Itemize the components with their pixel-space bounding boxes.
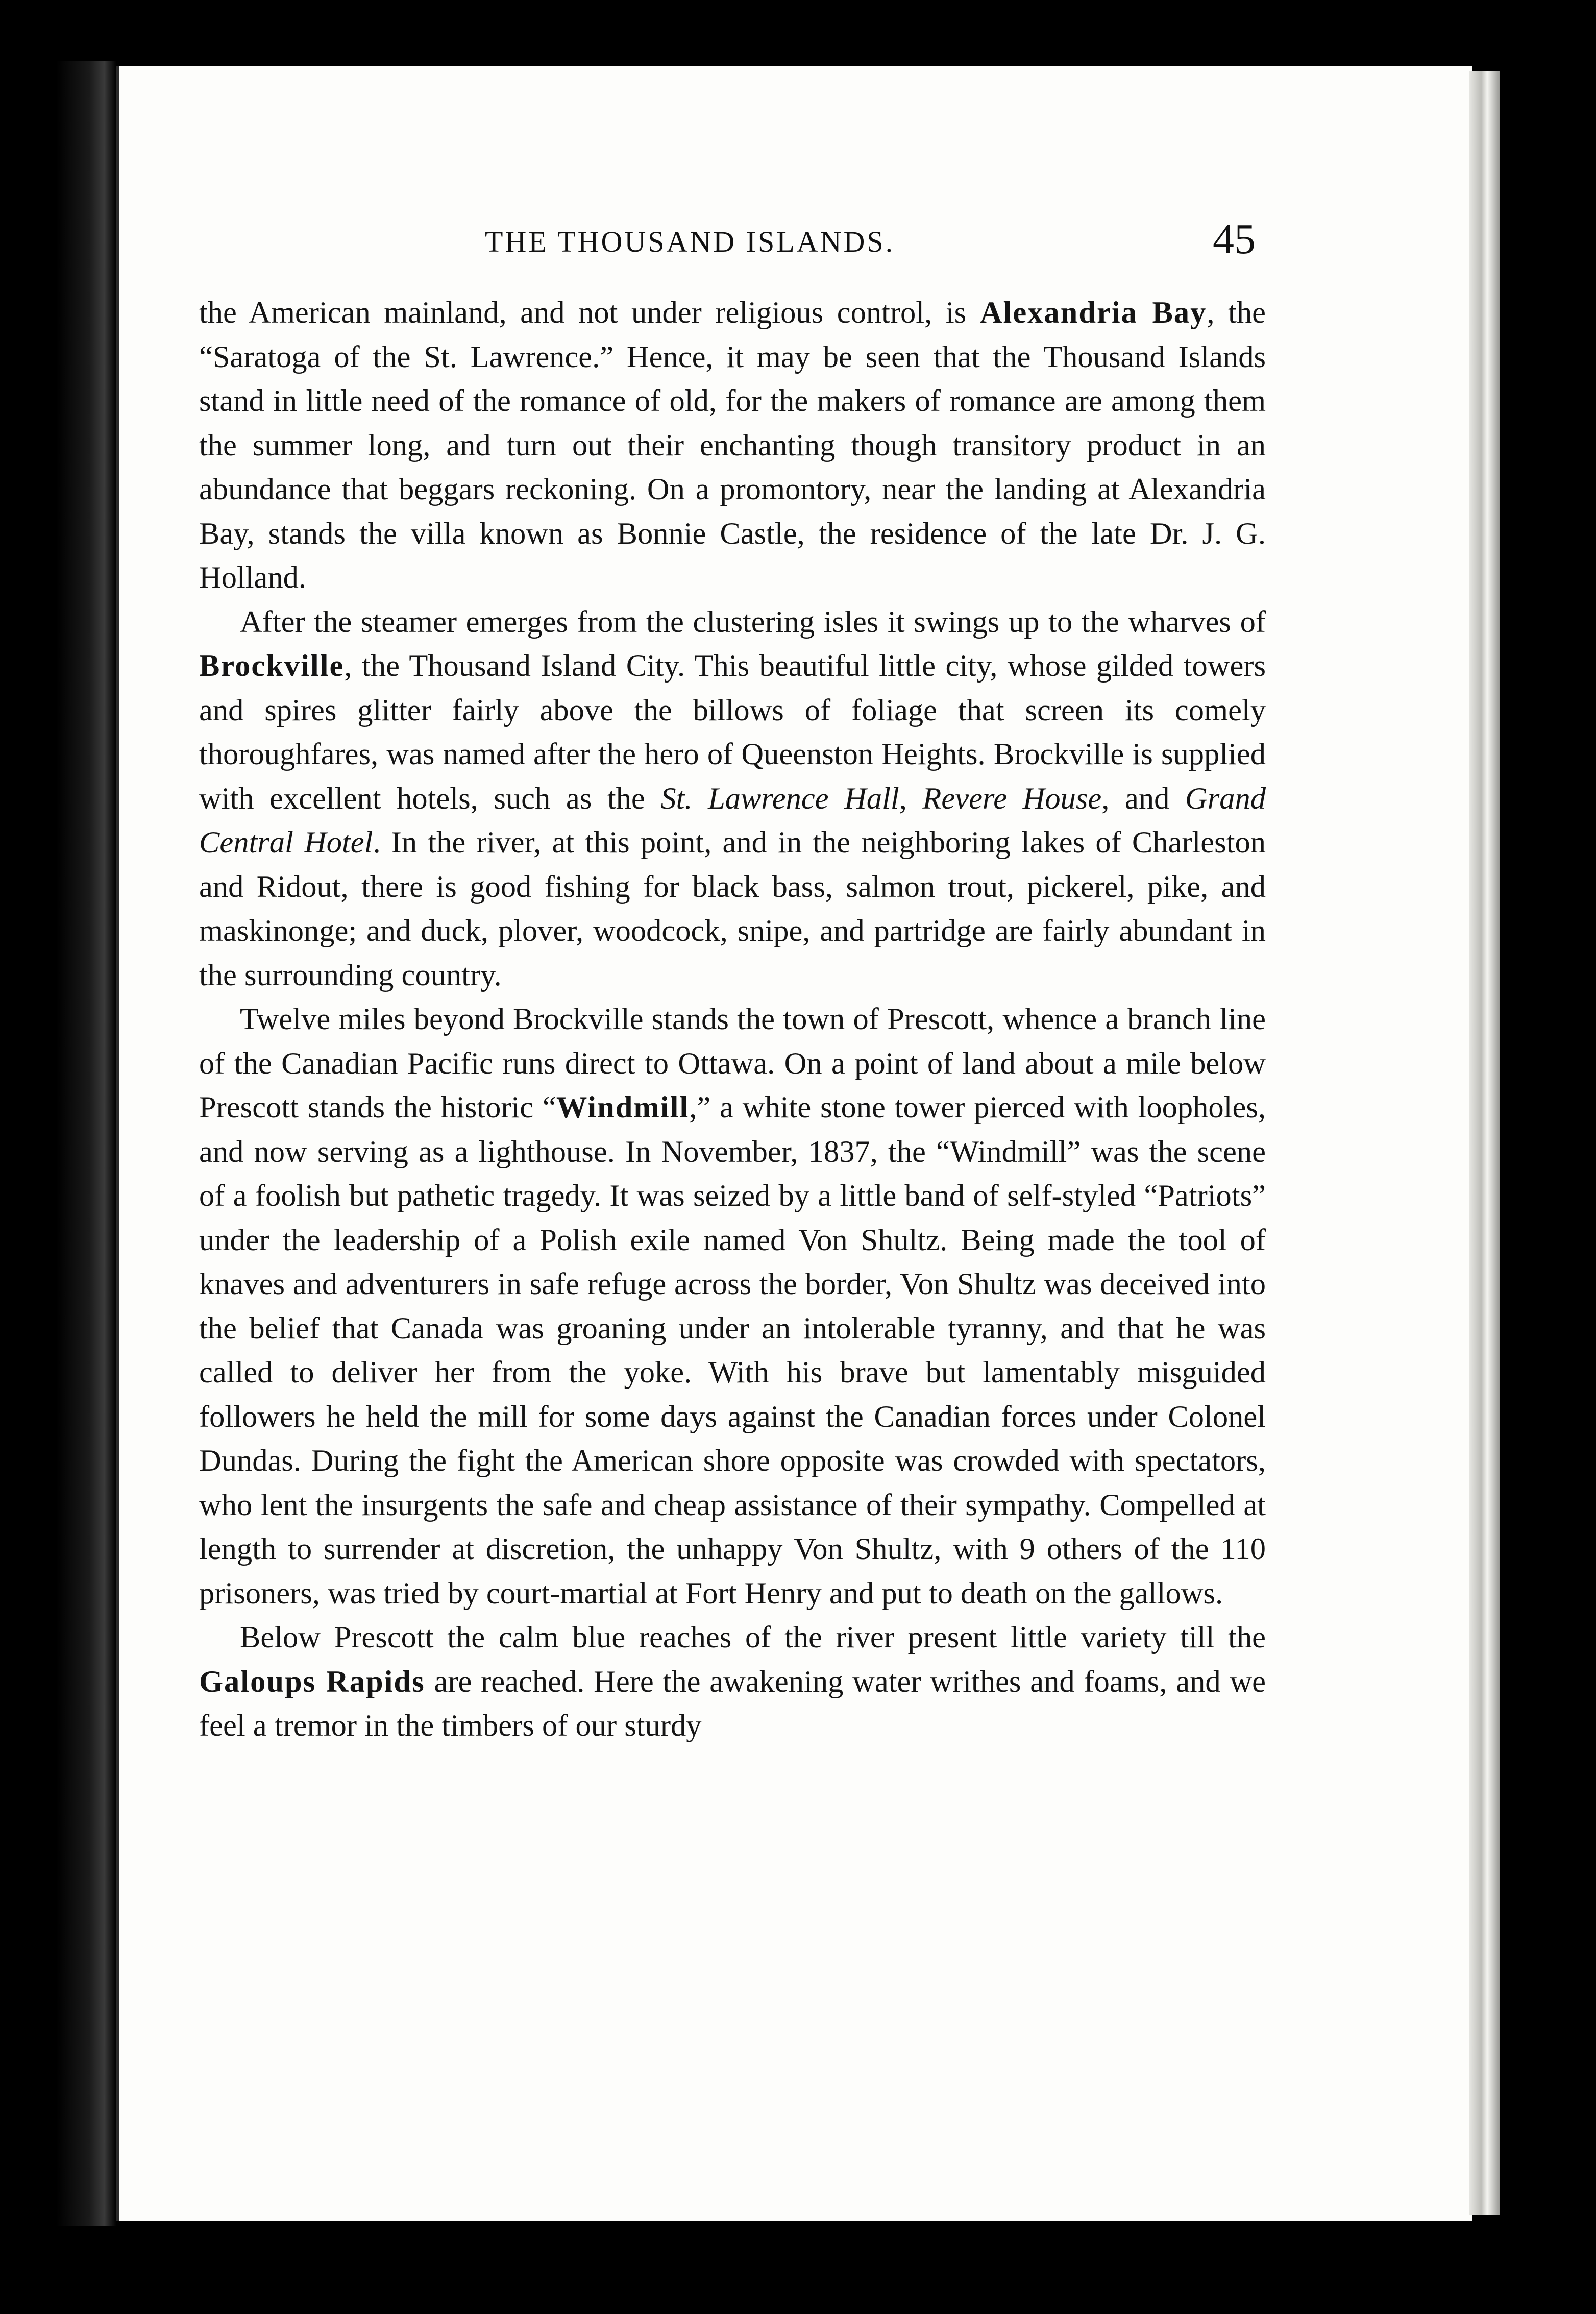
- place-name-galoups-rapids: Galoups Rapids: [199, 1664, 425, 1699]
- text-run: , and: [1101, 781, 1185, 816]
- paragraph-3: [199, 997, 1266, 1616]
- text-run: Twelve miles beyond Brockville stands the town of Prescott, whence a branch line of the Canadian Pacific runs direct to Ottawa. On a point of land about a mile below Prescott stands the historic “: [199, 1002, 1266, 1125]
- hotel-name: Grand Central Hotel: [199, 781, 1266, 860]
- text-run: . In the river, at this point, and in the neighboring lakes of Charleston and Ridout, there is good fishing for black bass, salmon trout, pickerel, pike, and maskinonge; and duck, plover, woodcock, snipe, and partridge are fairly abundant in the surrounding country.: [199, 825, 1266, 992]
- page-body: [199, 291, 1266, 1748]
- place-name-brockville: Brockville: [199, 649, 345, 683]
- paragraph-1: [199, 291, 1266, 600]
- text-run: ,: [899, 781, 923, 816]
- page-edge: [1469, 71, 1500, 2215]
- text-run: , the “Saratoga of the St. Lawrence.” Hence, it may be seen that the Thousand Islands stand in little need of the romance of old, for the makers of romance are among them the summer long, and turn out their enchanting though transitory product in an abundance that beggars reckoning. On a promontory, near the landing at Alexandria Bay, stands the villa known as Bonnie Castle, the residence of the late Dr. J. G. Holland.: [199, 296, 1266, 595]
- text-run: are reached. Here the awakening water writhes and foams, and we feel a tremor in the timbers of our sturdy: [199, 1664, 1266, 1743]
- running-title: THE THOUSAND ISLANDS.: [485, 225, 895, 258]
- text-run: After the steamer emerges from the clustering isles it swings up to the wharves of: [240, 604, 1266, 639]
- paragraph-2: [199, 600, 1266, 998]
- page-number: 45: [1213, 215, 1256, 263]
- page-header: [204, 214, 1256, 271]
- book-gutter-shadow: [56, 61, 116, 2226]
- hotel-name: St. Lawrence Hall: [660, 781, 899, 816]
- place-name-windmill: Windmill: [556, 1090, 690, 1125]
- hotel-name: Revere House: [922, 781, 1102, 816]
- text-run: , the Thousand Island City. This beautiful little city, whose gilded towers and spires glitter fairly above the billows of foliage that screen its comely thoroughfares, was named after the hero of Queenston Heights. Brockville is supplied with excellent hotels, such as the: [199, 649, 1266, 816]
- paragraph-4: [199, 1616, 1266, 1748]
- text-run: the American mainland, and not under religious control, is: [199, 296, 980, 330]
- place-name-alexandria-bay: Alexandria Bay: [979, 296, 1207, 330]
- text-run: Below Prescott the calm blue reaches of the river present little variety till the: [240, 1620, 1266, 1654]
- text-run: ,” a white stone tower pierced with loopholes, and now serving as a lighthouse. In November, 1837, the “Windmill” was the scene of a foolish but pathetic tragedy. It was seized by a little band of self-styled “Patriots” under the leadership of a Polish exile named Von Shultz. Being made the tool of knaves and adventurers in safe refuge across the border, Von Shultz was deceived into the belief that Canada was groaning under an intolerable tyranny, and that he was called to deliver her from the yoke. With his brave but lamentably misguided followers he held the mill for some days against the Canadian forces under Colonel Dundas. During the fight the American shore opposite was crowded with spectators, who lent the insurgents the safe and cheap assistance of their sympathy. Compelled at length to surrender at discretion, the unhappy Von Shultz, with 9 others of the 110 prisoners, was tried by court-martial at Fort Henry and put to death on the gallows.: [199, 1090, 1266, 1611]
